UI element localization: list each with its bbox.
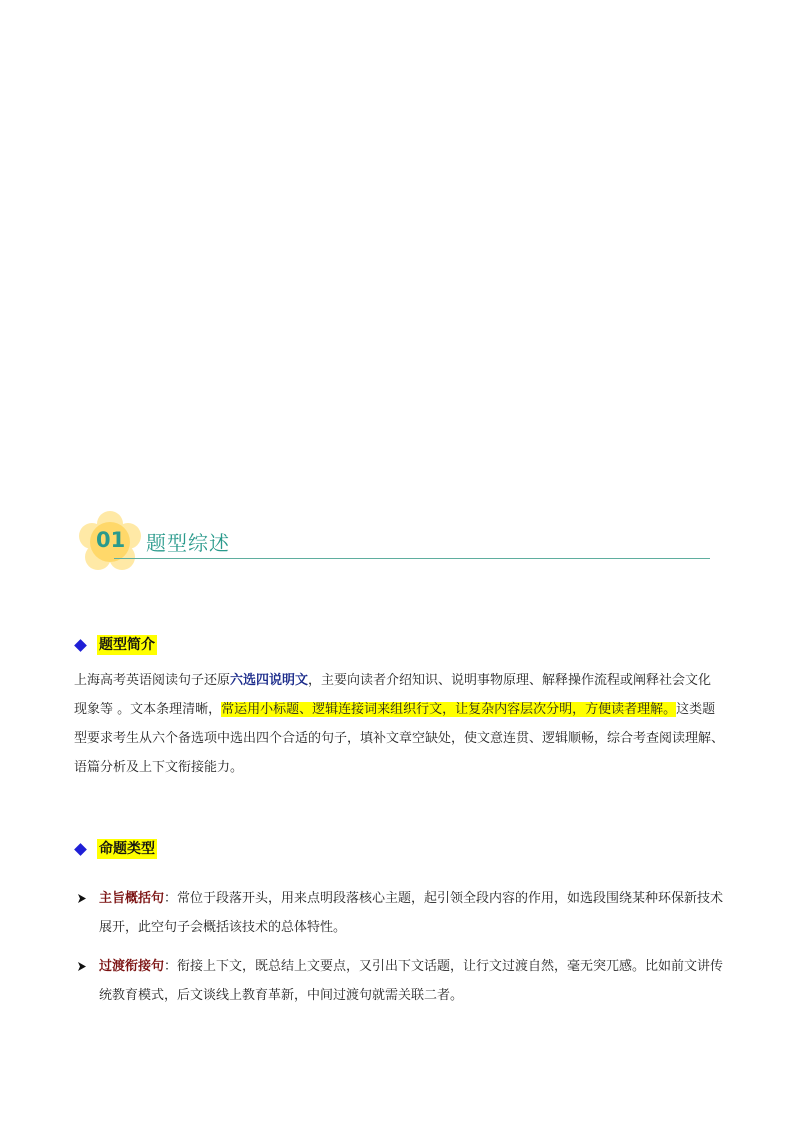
intro-emphasis: 六选四说明文 — [230, 673, 309, 688]
intro-text-a: 上海高考英语阅读句子还原 — [74, 673, 231, 688]
type-description: ：常位于段落开头，用来点明段落核心主题，起引领全段内容的作用，如选段围绕某种环保新技术展开，此空句子会概括该技术的总体特性。 — [99, 891, 724, 935]
section-divider — [114, 558, 710, 559]
arrowhead-icon — [74, 884, 94, 913]
section-title: 题型综述 — [146, 531, 230, 555]
diamond-icon — [74, 639, 87, 652]
intro-text-e: 这类题型要求考生从六个备选项中选出四个合适的句子，填补文章空缺处，使文意连贯、逻辑顺畅，综合考查阅读理解、语篇分析及上下文衔接能力。 — [74, 702, 725, 775]
list-item — [74, 952, 724, 1010]
intro-text-c: ，主要向读者介绍知识、说明事物原理、解释操作流程或阐释社会文化现象等 。文本条理清晰， — [74, 673, 712, 717]
diamond-icon — [74, 843, 87, 856]
type-term: 过渡衔接句 — [99, 959, 165, 974]
list-item — [74, 884, 724, 942]
intro-paragraph — [74, 666, 724, 782]
type-description: ：衔接上下文，既总结上文要点，又引出下文话题，让行文过渡自然，毫无突兀感。比如前文讲传统教育模式，后文谈线上教育革新，中间过渡句就需关联二者。 — [99, 959, 724, 1003]
section-number: 01 — [96, 528, 126, 552]
arrowhead-icon — [74, 952, 94, 981]
intro-heading — [74, 634, 157, 656]
section-heading — [78, 510, 718, 574]
intro-highlight: 常运用小标题、逻辑连接词来组织行文，让复杂内容层次分明，方便读者理解。 — [221, 702, 677, 717]
types-heading-label: 命题类型 — [99, 841, 155, 857]
intro-heading-label: 题型简介 — [99, 637, 155, 653]
types-heading — [74, 838, 157, 860]
type-term: 主旨概括句 — [99, 891, 165, 906]
